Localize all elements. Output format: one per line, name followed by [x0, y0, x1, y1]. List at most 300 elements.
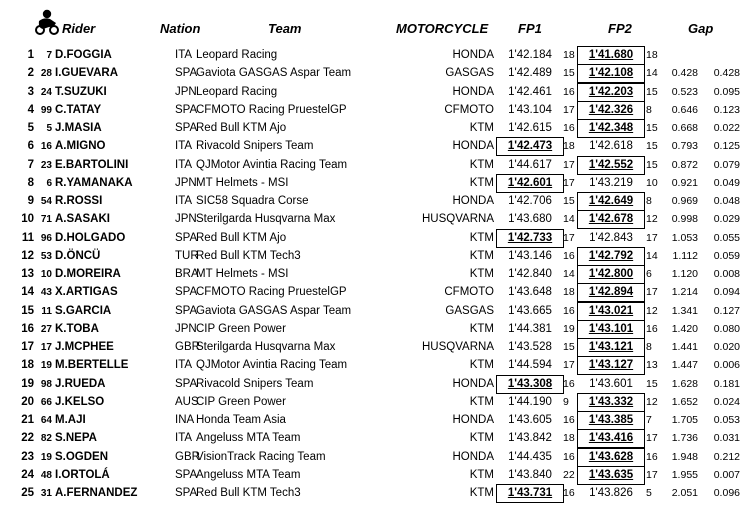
table-row: [0, 193, 750, 211]
fp2-time: 1'42.800: [578, 266, 644, 283]
rider-number: 96: [40, 232, 52, 244]
gap-to-previous: 0.094: [713, 286, 740, 299]
gap-to-previous: 0.055: [713, 231, 740, 244]
motorcycle-brand: HONDA: [452, 49, 494, 61]
fp2-lap: 12: [646, 304, 658, 317]
fp2-time: 1'43.101: [578, 321, 644, 338]
header-rider: Rider: [62, 21, 96, 36]
gap-to-first: 1.948: [671, 450, 698, 463]
motorcycle-brand: HUSQVARNA: [422, 213, 494, 226]
rider-name: K.TOBA: [55, 322, 99, 335]
gap-to-first: 1.420: [671, 322, 698, 335]
position-number: 3: [27, 85, 34, 98]
gap-to-first: 0.428: [671, 67, 698, 80]
gap-to-first: 0.969: [671, 195, 698, 207]
fp2-time: 1'42.203: [578, 84, 644, 101]
fp1-time: 1'43.648: [508, 286, 552, 299]
fp1-lap: 18: [563, 49, 575, 61]
table-row: [0, 84, 750, 102]
rider-number: 66: [40, 396, 52, 408]
nation-code: SPA: [175, 377, 198, 390]
rider-number: 54: [40, 196, 52, 207]
table-row: [0, 102, 750, 120]
fp2-time: 1'42.792: [578, 248, 644, 265]
nation-code: GBR: [175, 341, 200, 353]
rider-name: S.OGDEN: [55, 450, 109, 463]
table-row: [0, 485, 750, 503]
fp1-time: 1'42.473: [497, 138, 563, 155]
gap-to-first: 2.051: [671, 487, 698, 499]
fp1-lap: 16: [563, 487, 575, 499]
rider-name: E.BARTOLINI: [55, 158, 129, 171]
gap-to-first: 1.112: [672, 249, 698, 262]
fp2-lap: 15: [646, 85, 658, 98]
gap-to-previous: 0.053: [713, 414, 740, 426]
rider-number: 17: [40, 342, 52, 353]
team-name: CIP Green Power: [196, 395, 286, 408]
rider-name: M.AJI: [55, 414, 86, 426]
position-number: 14: [21, 286, 34, 299]
fp1-lap: 19: [563, 322, 575, 335]
fp2-lap: 17: [646, 231, 658, 244]
table-row: [0, 467, 750, 485]
motorcycle-brand: CFMOTO: [444, 286, 494, 299]
position-number: 17: [21, 341, 34, 353]
fp2-lap: 15: [646, 122, 658, 134]
motorcycle-brand: KTM: [469, 268, 494, 280]
nation-code: SPA: [175, 103, 198, 116]
gap-to-first: 0.998: [671, 213, 698, 226]
position-number: 21: [21, 414, 34, 426]
team-name: Red Bull KTM Tech3: [196, 487, 301, 499]
motorcycle-brand: KTM: [469, 468, 494, 481]
position-number: 20: [21, 395, 34, 408]
fp2-time: 1'41.680: [578, 47, 644, 64]
fp1-time: 1'44.594: [508, 359, 552, 372]
position-number: 1: [27, 49, 34, 61]
nation-code: JPN: [175, 85, 197, 98]
header-fp1: FP1: [518, 21, 542, 36]
position-number: 4: [27, 103, 34, 116]
motorcycle-brand: KTM: [469, 249, 494, 262]
table-row: [0, 284, 750, 302]
table-row: [0, 230, 750, 248]
fp2-time: 1'43.121: [578, 339, 644, 356]
gap-to-previous: 0.008: [713, 268, 740, 280]
fp1-lap: 17: [563, 176, 575, 189]
gap-to-first: 0.646: [671, 103, 698, 116]
fp1-lap: 16: [563, 249, 575, 262]
team-name: Angeluss MTA Team: [196, 432, 301, 445]
rider-number: 11: [41, 305, 52, 317]
fp2-lap: 17: [646, 286, 658, 299]
table-row: [0, 266, 750, 284]
motorcycle-brand: KTM: [469, 487, 494, 499]
fp1-lap: 9: [563, 395, 569, 408]
fp1-lap: 15: [563, 67, 575, 80]
fp1-lap: 16: [563, 122, 575, 134]
motorcycle-brand: HUSQVARNA: [422, 341, 494, 353]
nation-code: ITA: [175, 158, 193, 171]
motorcycle-brand: KTM: [469, 158, 494, 171]
rider-number: 19: [40, 360, 52, 372]
fp1-time: 1'42.615: [508, 122, 552, 134]
fp2-time: 1'43.219: [589, 176, 633, 189]
team-name: VisionTrack Racing Team: [196, 450, 326, 463]
fp1-time: 1'42.184: [508, 49, 552, 61]
table-row: [0, 120, 750, 138]
team-name: Sterilgarda Husqvarna Max: [196, 341, 336, 353]
rider-name: C.TATAY: [55, 103, 102, 116]
fp2-lap: 12: [646, 213, 658, 226]
rider-name: J.KELSO: [55, 395, 105, 408]
rider-number: 23: [40, 159, 52, 171]
nation-code: ITA: [175, 140, 193, 153]
fp2-time: 1'43.628: [578, 449, 644, 466]
team-name: QJMotor Avintia Racing Team: [196, 359, 348, 372]
gap-to-first: 0.793: [671, 140, 698, 153]
team-name: Honda Team Asia: [196, 414, 286, 426]
nation-code: SPA: [175, 304, 198, 317]
fp1-lap: 14: [563, 213, 575, 226]
fp2-lap: 8: [646, 195, 652, 207]
table-row: [0, 248, 750, 266]
fp2-time: 1'42.618: [589, 140, 633, 153]
fp2-time: 1'43.416: [578, 430, 644, 447]
gap-to-first: 1.441: [671, 341, 698, 353]
gap-to-first: 1.652: [671, 395, 698, 408]
table-row: [0, 339, 750, 357]
rider-number: 6: [46, 177, 52, 189]
position-number: 8: [27, 176, 34, 189]
rider-name: R.ROSSI: [55, 195, 103, 207]
team-name: Gaviota GASGAS Aspar Team: [196, 304, 352, 317]
fp1-time: 1'43.665: [508, 304, 552, 317]
rider-number: 99: [40, 104, 52, 116]
fp1-time: 1'43.308: [497, 376, 563, 393]
motorcycle-brand: CFMOTO: [444, 103, 494, 116]
nation-code: AUS: [175, 395, 199, 408]
fp1-lap: 18: [563, 140, 575, 153]
fp1-lap: 18: [563, 432, 575, 445]
position-number: 6: [27, 140, 34, 153]
motorcycle-brand: KTM: [469, 176, 494, 189]
fp2-time: 1'43.332: [578, 394, 644, 411]
fp1-lap: 14: [563, 268, 575, 280]
nation-code: SPA: [175, 286, 198, 299]
table-row: [0, 412, 750, 430]
fp1-time: 1'44.435: [508, 450, 552, 463]
header-motorcycle: MOTORCYCLE: [396, 21, 489, 36]
motorcycle-brand: GASGAS: [445, 67, 494, 80]
position-number: 22: [21, 432, 34, 445]
position-number: 12: [21, 249, 34, 262]
rider-name: D.MOREIRA: [55, 268, 121, 280]
gap-to-first: 0.668: [671, 122, 698, 134]
gap-to-first: 0.523: [671, 85, 698, 98]
rider-name: M.BERTELLE: [55, 359, 129, 372]
rider-number: 10: [40, 269, 52, 280]
rider-name: D.ÖNCÜ: [55, 249, 101, 262]
table-row: [0, 303, 750, 321]
position-number: 10: [21, 213, 34, 226]
fp1-time: 1'42.733: [497, 230, 563, 247]
gap-to-previous: 0.212: [713, 450, 740, 463]
fp2-time: 1'42.326: [578, 102, 644, 119]
rider-name: I.ORTOLÁ: [55, 468, 110, 481]
fp2-lap: 15: [646, 158, 658, 171]
rider-number: 48: [40, 469, 52, 481]
nation-code: JPN: [175, 213, 197, 226]
rider-number: 43: [40, 287, 52, 299]
fp2-time: 1'42.843: [589, 231, 633, 244]
team-name: Leopard Racing: [196, 85, 278, 98]
table-row: [0, 157, 750, 175]
gap-to-first: 1.341: [671, 304, 698, 317]
fp1-lap: 22: [563, 468, 575, 481]
table-row: [0, 449, 750, 467]
rider-name: D.FOGGIA: [55, 49, 112, 61]
fp2-time: 1'42.894: [578, 284, 644, 301]
nation-code: BRA: [175, 268, 199, 280]
nation-code: INA: [175, 414, 195, 426]
team-name: Rivacold Snipers Team: [196, 140, 314, 153]
fp1-lap: 16: [563, 85, 575, 98]
gap-to-previous: 0.127: [713, 304, 740, 317]
team-name: Gaviota GASGAS Aspar Team: [196, 67, 352, 80]
gap-to-previous: 0.059: [713, 249, 740, 262]
rider-number: 71: [40, 214, 52, 226]
fp2-lap: 16: [646, 450, 658, 463]
rider-number: 5: [46, 123, 52, 134]
table-row: [0, 394, 750, 412]
fp1-lap: 16: [563, 450, 575, 463]
rider-name: I.GUEVARA: [55, 67, 119, 80]
gap-to-first: 1.053: [671, 231, 698, 244]
team-name: Red Bull KTM Tech3: [196, 249, 301, 262]
team-name: Leopard Racing: [196, 49, 278, 61]
team-name: Rivacold Snipers Team: [196, 377, 314, 390]
gap-to-previous: 0.428: [713, 67, 740, 80]
team-name: Sterilgarda Husqvarna Max: [196, 213, 336, 226]
rider-number: 28: [40, 68, 52, 80]
motorcycle-brand: HONDA: [452, 140, 494, 153]
rider-number: 98: [40, 378, 52, 390]
fp1-time: 1'44.190: [508, 395, 552, 408]
fp1-time: 1'42.601: [497, 175, 563, 192]
nation-code: TUR: [175, 249, 199, 262]
rider-name: S.NEPA: [55, 432, 97, 445]
nation-code: SPA: [175, 487, 198, 499]
nation-code: GBR: [175, 450, 200, 463]
table-row: [0, 175, 750, 193]
fp1-time: 1'43.840: [508, 468, 552, 481]
fp2-lap: 13: [646, 359, 658, 372]
fp2-lap: 7: [646, 414, 652, 426]
team-name: Red Bull KTM Ajo: [196, 122, 287, 134]
fp1-time: 1'43.528: [508, 341, 552, 353]
motorcycle-brand: GASGAS: [445, 304, 494, 317]
team-name: CFMOTO Racing PruestelGP: [196, 286, 347, 299]
gap-to-first: 1.736: [671, 432, 698, 445]
rider-number: 31: [40, 488, 52, 499]
nation-code: ITA: [175, 195, 193, 207]
rider-name: A.MIGNO: [55, 140, 106, 153]
fp2-time: 1'43.021: [578, 303, 644, 320]
gap-to-previous: 0.006: [713, 359, 740, 372]
position-number: 24: [21, 468, 34, 481]
fp2-time: 1'42.678: [578, 211, 644, 228]
fp1-lap: 16: [563, 304, 575, 317]
rider-name: R.YAMANAKA: [55, 176, 133, 189]
rider-number: 64: [40, 415, 52, 426]
fp2-lap: 17: [646, 468, 658, 481]
rider-number: 7: [46, 50, 52, 61]
table-row: [0, 357, 750, 375]
fp1-lap: 15: [563, 341, 575, 353]
gap-to-previous: 0.029: [713, 213, 740, 226]
fp2-lap: 6: [646, 268, 652, 280]
gap-to-previous: 0.031: [713, 432, 740, 445]
fp2-lap: 14: [646, 67, 658, 80]
table-row: [0, 321, 750, 339]
fp2-time: 1'43.635: [578, 467, 644, 484]
gap-to-first: 0.872: [671, 158, 698, 171]
gap-to-first: 1.955: [671, 468, 698, 481]
fp2-lap: 14: [646, 249, 658, 262]
fp2-lap: 18: [646, 49, 658, 61]
position-number: 15: [21, 304, 34, 317]
position-number: 9: [27, 195, 34, 207]
fp1-lap: 18: [563, 286, 575, 299]
fp1-time: 1'44.381: [508, 322, 552, 335]
gap-to-previous: 0.125: [713, 140, 740, 153]
rider-number: 16: [40, 141, 52, 153]
fp1-lap: 17: [563, 359, 575, 372]
fp2-time: 1'43.385: [578, 412, 644, 429]
nation-code: JPN: [175, 176, 197, 189]
gap-to-previous: 0.080: [713, 322, 740, 335]
fp1-time: 1'43.731: [497, 485, 563, 502]
table-header: [0, 0, 750, 40]
motorcycle-brand: HONDA: [452, 414, 494, 426]
rider-number: 53: [40, 250, 52, 262]
gap-to-previous: 0.049: [713, 176, 740, 189]
table-row: [0, 47, 750, 65]
gap-to-previous: 0.048: [713, 195, 740, 207]
position-number: 18: [21, 359, 34, 372]
nation-code: SPA: [175, 122, 198, 134]
fp1-time: 1'42.706: [508, 195, 552, 207]
fp1-lap: 17: [563, 103, 575, 116]
team-name: CFMOTO Racing PruestelGP: [196, 103, 347, 116]
gap-to-first: 0.921: [671, 176, 698, 189]
table-row: [0, 211, 750, 229]
gap-to-previous: 0.020: [713, 341, 740, 353]
fp2-lap: 12: [646, 395, 658, 408]
fp1-time: 1'43.605: [508, 414, 552, 426]
fp2-time: 1'42.108: [578, 65, 644, 82]
gap-to-previous: 0.007: [713, 468, 740, 481]
position-number: 2: [27, 67, 34, 80]
nation-code: ITA: [175, 49, 193, 61]
nation-code: ITA: [175, 359, 193, 372]
motorcycle-brand: KTM: [469, 231, 494, 244]
header-fp2: FP2: [608, 21, 632, 36]
team-name: CIP Green Power: [196, 322, 286, 335]
position-number: 5: [27, 122, 34, 134]
team-name: MT Helmets - MSI: [196, 268, 289, 280]
rider-name: J.RUEDA: [55, 377, 106, 390]
fp2-lap: 15: [646, 140, 658, 153]
header-gap: Gap: [688, 21, 714, 36]
fp2-time: 1'43.826: [589, 487, 633, 499]
rider-name: J.MASIA: [55, 122, 102, 134]
position-number: 25: [21, 487, 34, 499]
motorcycle-brand: KTM: [469, 395, 494, 408]
rider-name: D.HOLGADO: [55, 231, 126, 244]
gap-to-previous: 0.123: [713, 103, 740, 116]
fp2-lap: 8: [646, 103, 652, 116]
fp1-lap: 17: [563, 158, 575, 171]
position-number: 16: [21, 322, 34, 335]
motorcycle-brand: HONDA: [452, 450, 494, 463]
nation-code: SPA: [175, 468, 198, 481]
team-name: QJMotor Avintia Racing Team: [196, 158, 348, 171]
gap-to-previous: 0.079: [713, 158, 740, 171]
fp2-time: 1'42.649: [578, 193, 644, 210]
position-number: 23: [21, 450, 34, 463]
position-number: 19: [21, 377, 34, 390]
motorcycle-brand: KTM: [469, 432, 494, 445]
gap-to-first: 1.120: [671, 268, 698, 280]
motorcycle-brand: KTM: [469, 122, 494, 134]
motorcycle-brand: HONDA: [452, 377, 494, 390]
rider-name: S.GARCIA: [55, 304, 112, 317]
fp1-time: 1'42.840: [508, 268, 552, 280]
fp2-time: 1'42.348: [578, 120, 644, 137]
team-name: Red Bull KTM Ajo: [196, 231, 287, 244]
rider-name: T.SUZUKI: [55, 85, 107, 98]
motorcycle-brand: HONDA: [452, 85, 494, 98]
motorcycle-brand: KTM: [469, 359, 494, 372]
nation-code: ITA: [175, 432, 193, 445]
fp2-lap: 10: [646, 176, 658, 189]
rider-name: J.MCPHEE: [55, 341, 114, 353]
team-name: MT Helmets - MSI: [196, 176, 289, 189]
position-number: 13: [21, 268, 34, 280]
rider-number: 82: [40, 433, 52, 445]
fp2-time: 1'43.601: [589, 377, 633, 390]
motorcycle-brand: KTM: [469, 322, 494, 335]
position-number: 11: [21, 231, 34, 244]
fp1-lap: 17: [563, 231, 575, 244]
fp1-time: 1'43.680: [508, 213, 552, 226]
table-row: [0, 430, 750, 448]
fp1-lap: 15: [563, 195, 575, 207]
gap-to-previous: 0.096: [713, 487, 740, 499]
gap-to-first: 1.214: [671, 286, 698, 299]
table-row: [0, 376, 750, 394]
fp1-time: 1'43.104: [508, 103, 552, 116]
fp2-lap: 16: [646, 322, 658, 335]
fp2-lap: 8: [646, 341, 652, 353]
fp2-time: 1'43.127: [578, 357, 644, 374]
motorcycle-rider-icon: [34, 9, 60, 35]
fp1-lap: 16: [563, 414, 575, 426]
fp2-time: 1'42.552: [578, 157, 644, 174]
rider-number: 27: [40, 323, 52, 335]
